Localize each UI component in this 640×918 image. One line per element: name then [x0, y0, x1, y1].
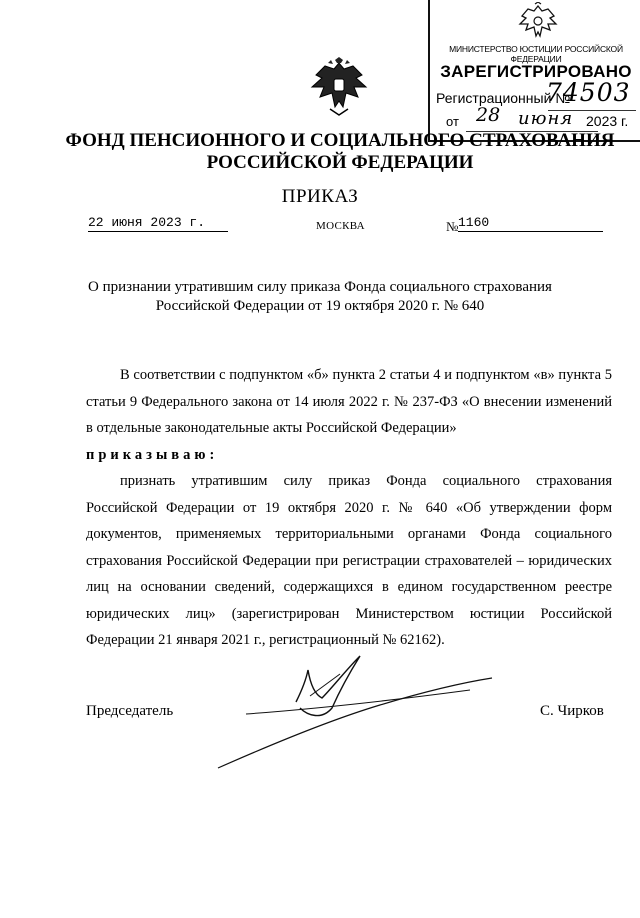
decision-paragraph: [86, 468, 612, 654]
order-body: [86, 362, 612, 654]
small-coat-of-arms-icon: [516, 2, 560, 42]
order-word: [86, 442, 612, 469]
stamp-ministry: МИНИСТЕРСТВО ЮСТИЦИИ РОССИЙСКОЙ ФЕДЕРАЦИИ: [449, 44, 623, 64]
stamp-date-year: 2023 г.: [586, 113, 629, 129]
stamp-date-day: 28: [476, 104, 501, 126]
decision-text: признать утратившим силу приказ Фонда социального страхования Российской Федерации от 19 октября 2020 г. № 640 «Об утверждении форм документов, применяемых территориальными органами Фонда социального страхования Российской Федерации при регистрации страхователей – юридических лиц на основании сведений, содержащихся в едином государственном реестре юридических лиц» (зарегистрирован Министерством юстиции Российской Федерации 21 января 2021 г., регистрационный № 62162).: [86, 473, 612, 648]
signer-position: Председатель: [86, 703, 174, 719]
signer-name: С. Чирков: [540, 703, 604, 719]
order-word-text: приказываю:: [86, 446, 219, 463]
number-sign: №: [446, 219, 459, 234]
handwritten-signature: [210, 650, 500, 780]
order-city: МОСКВА: [316, 220, 365, 232]
stamp-date-month: июня: [518, 108, 574, 129]
stamp-reg-number: 74503: [546, 78, 631, 107]
coat-of-arms-icon: [306, 57, 372, 119]
order-title: О признании утратившим силу приказа Фонда социального страхования Российской Федерации от 19 октября 2020 г. № 640: [88, 279, 552, 314]
organization-name: ФОНД ПЕНСИОННОГО И СОЦИАЛЬНОГО СТРАХОВАНИЯ РОССИЙСКОЙ ФЕДЕРАЦИИ: [65, 130, 615, 173]
registration-stamp: [428, 0, 640, 142]
preamble-paragraph: [86, 362, 612, 442]
order-number: 1160: [458, 215, 603, 232]
stamp-reg-label: Регистрационный №: [436, 90, 571, 106]
stamp-date-prefix: от: [446, 114, 459, 129]
document-type: ПРИКАЗ: [281, 186, 359, 207]
stamp-status: ЗАРЕГИСТРИРОВАНО: [440, 62, 632, 81]
preamble-text: В соответствии с подпунктом «б» пункта 2 статьи 4 и подпунктом «в» пункта 5 статьи 9 Федерального закона от 14 июля 2022 г. № 237-ФЗ «О внесении изменений в отдельные законодательные акты Российской Федерации»: [86, 367, 612, 436]
order-date: 22 июня 2023 г.: [88, 215, 228, 232]
